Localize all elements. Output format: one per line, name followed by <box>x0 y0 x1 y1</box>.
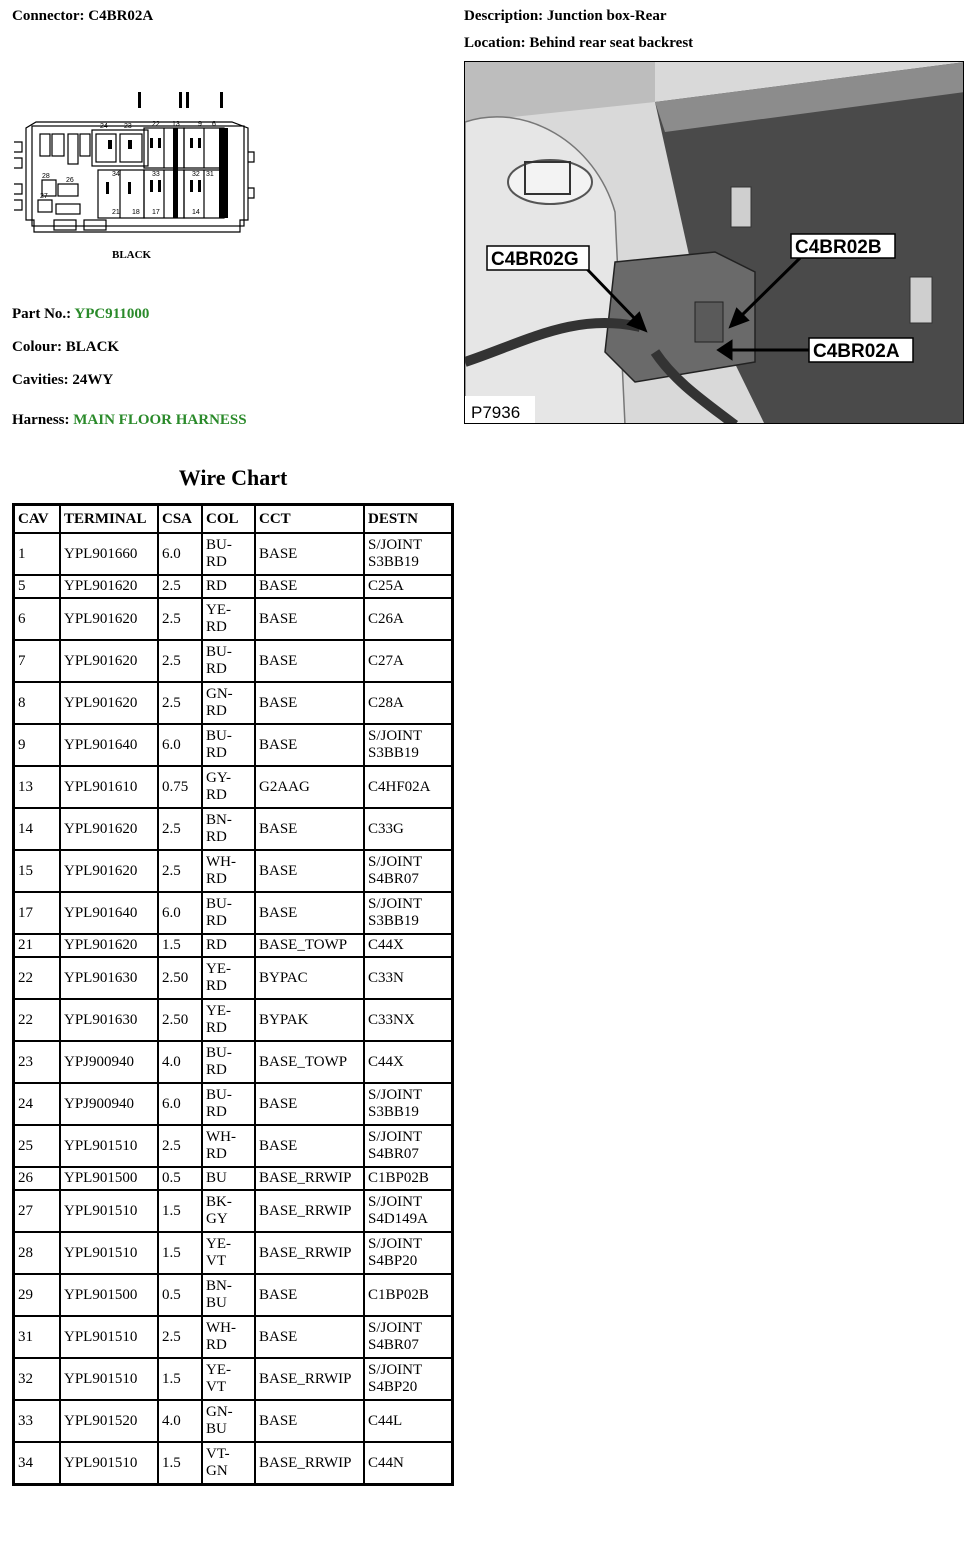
table-row <box>14 850 452 892</box>
cell-destn: S/JOINT S4BP20 <box>364 1358 452 1400</box>
cell-csa: 4.0 <box>158 1400 202 1442</box>
cell-cav: 24 <box>14 1083 60 1125</box>
callout-c4br02g: C4BR02G <box>491 249 579 270</box>
cell-cav: 31 <box>14 1316 60 1358</box>
cell-terminal: YPL901620 <box>60 575 158 598</box>
table-row <box>14 575 452 598</box>
cell-cav: 22 <box>14 999 60 1041</box>
cell-destn: S/JOINT S3BB19 <box>364 724 452 766</box>
table-row <box>14 1041 452 1083</box>
cell-csa: 6.0 <box>158 892 202 934</box>
header-csa: CSA <box>158 505 202 533</box>
cell-destn: S/JOINT S4BR07 <box>364 1316 452 1358</box>
cell-terminal: YPL901640 <box>60 724 158 766</box>
svg-text:31: 31 <box>206 171 214 178</box>
table-row <box>14 533 452 575</box>
cell-csa: 2.50 <box>158 999 202 1041</box>
colour-value: BLACK <box>65 339 120 355</box>
cell-destn: S/JOINT S4BR07 <box>364 850 452 892</box>
table-row <box>14 766 452 808</box>
cell-cct: BASE <box>255 533 364 575</box>
cell-terminal: YPL901620 <box>60 640 158 682</box>
cell-destn: C44L <box>364 1400 452 1442</box>
cell-cav: 29 <box>14 1274 60 1316</box>
cell-destn: C27A <box>364 640 452 682</box>
cell-destn: S/JOINT S4BP20 <box>364 1232 452 1274</box>
svg-text:13: 13 <box>172 121 180 128</box>
cell-col: YE- RD <box>202 999 255 1041</box>
cell-destn: C44X <box>364 934 452 957</box>
cell-destn: C1BP02B <box>364 1274 452 1316</box>
cell-cav: 22 <box>14 957 60 999</box>
part-no-link[interactable]: YPC911000 <box>74 306 150 322</box>
table-row <box>14 1358 452 1400</box>
cell-cav: 15 <box>14 850 60 892</box>
cell-csa: 2.50 <box>158 957 202 999</box>
cell-destn: C33G <box>364 808 452 850</box>
table-row <box>14 1232 452 1274</box>
cell-col: BK- GY <box>202 1190 255 1232</box>
cell-destn: C44X <box>364 1041 452 1083</box>
cell-terminal: YPL901510 <box>60 1232 158 1274</box>
cell-terminal: YPL901620 <box>60 598 158 640</box>
cell-cct: BASE_RRWIP <box>255 1167 364 1190</box>
table-row <box>14 1316 452 1358</box>
part-no-label: Part No.: <box>12 306 72 322</box>
table-row <box>14 999 452 1041</box>
cell-cct: BASE <box>255 1400 364 1442</box>
cell-cct: BASE <box>255 850 364 892</box>
cell-cct: BASE <box>255 1125 364 1167</box>
cell-destn: C33N <box>364 957 452 999</box>
table-row <box>14 1125 452 1167</box>
cell-col: YE- VT <box>202 1232 255 1274</box>
cell-col: GY- RD <box>202 766 255 808</box>
cell-destn: S/JOINT S3BB19 <box>364 892 452 934</box>
cell-csa: 4.0 <box>158 1041 202 1083</box>
cell-csa: 2.5 <box>158 1316 202 1358</box>
cell-col: GN- BU <box>202 1400 255 1442</box>
svg-text:26: 26 <box>66 177 74 184</box>
svg-text:17: 17 <box>152 209 160 216</box>
svg-text:6: 6 <box>212 121 216 128</box>
description-value: Junction box-Rear <box>546 8 667 24</box>
table-header-row <box>14 505 452 533</box>
header-cct: CCT <box>255 505 364 533</box>
cell-cct: BASE_RRWIP <box>255 1358 364 1400</box>
svg-text:21: 21 <box>112 209 120 216</box>
cell-col: BN- BU <box>202 1274 255 1316</box>
cell-cav: 26 <box>14 1167 60 1190</box>
colour-field <box>12 339 119 356</box>
harness-label: Harness: <box>12 412 70 428</box>
description-field <box>464 8 667 25</box>
figure-id: P7936 <box>471 403 521 422</box>
cell-csa: 2.5 <box>158 598 202 640</box>
cell-destn: S/JOINT S3BB19 <box>364 1083 452 1125</box>
svg-text:32: 32 <box>192 171 200 178</box>
cell-terminal: YPL901640 <box>60 892 158 934</box>
cell-csa: 2.5 <box>158 575 202 598</box>
cell-csa: 1.5 <box>158 1358 202 1400</box>
svg-text:27: 27 <box>40 193 48 200</box>
cell-cav: 9 <box>14 724 60 766</box>
cell-csa: 2.5 <box>158 640 202 682</box>
svg-text:33: 33 <box>152 171 160 178</box>
svg-text:22: 22 <box>152 121 160 128</box>
cell-destn: C4HF02A <box>364 766 452 808</box>
svg-text:9: 9 <box>198 121 202 128</box>
connector-label: Connector: <box>12 8 85 24</box>
callout-c4br02a: C4BR02A <box>813 341 900 362</box>
cell-cav: 32 <box>14 1358 60 1400</box>
svg-text:23: 23 <box>124 123 132 130</box>
cell-csa: 0.75 <box>158 766 202 808</box>
cell-csa: 2.5 <box>158 850 202 892</box>
cell-cav: 28 <box>14 1232 60 1274</box>
cell-cav: 13 <box>14 766 60 808</box>
cell-cav: 6 <box>14 598 60 640</box>
cell-terminal: YPL901510 <box>60 1358 158 1400</box>
table-row <box>14 808 452 850</box>
cell-cct: BASE <box>255 892 364 934</box>
cell-cct: BASE_RRWIP <box>255 1190 364 1232</box>
cell-col: RD <box>202 575 255 598</box>
cell-cav: 17 <box>14 892 60 934</box>
cell-cav: 14 <box>14 808 60 850</box>
cell-col: GN- RD <box>202 682 255 724</box>
cell-destn: S/JOINT S3BB19 <box>364 533 452 575</box>
cell-csa: 2.5 <box>158 808 202 850</box>
cell-cct: BASE <box>255 682 364 724</box>
cell-cct: BASE_RRWIP <box>255 1442 364 1484</box>
cell-csa: 0.5 <box>158 1167 202 1190</box>
location-label: Location: <box>464 35 526 51</box>
svg-text:14: 14 <box>192 209 200 216</box>
cell-terminal: YPL901500 <box>60 1274 158 1316</box>
cell-terminal: YPL901620 <box>60 808 158 850</box>
cell-terminal: YPL901510 <box>60 1442 158 1484</box>
cell-terminal: YPL901620 <box>60 850 158 892</box>
description-label: Description: <box>464 8 544 24</box>
header-cav: CAV <box>14 505 60 533</box>
cell-cct: BYPAK <box>255 999 364 1041</box>
cell-csa: 1.5 <box>158 1190 202 1232</box>
cell-terminal: YPJ900940 <box>60 1041 158 1083</box>
callout-c4br02b: C4BR02B <box>795 237 882 258</box>
cell-cav: 1 <box>14 533 60 575</box>
cell-col: BU- RD <box>202 533 255 575</box>
cell-col: BU- RD <box>202 1041 255 1083</box>
table-row <box>14 1190 452 1232</box>
location-field <box>464 35 693 52</box>
header-terminal: TERMINAL <box>60 505 158 533</box>
cell-cav: 8 <box>14 682 60 724</box>
cell-cct: BASE <box>255 640 364 682</box>
cell-destn: C28A <box>364 682 452 724</box>
cell-terminal: YPL901620 <box>60 682 158 724</box>
cell-terminal: YPL901630 <box>60 957 158 999</box>
table-row <box>14 682 452 724</box>
cell-col: BU- RD <box>202 724 255 766</box>
table-row <box>14 934 452 957</box>
cell-destn: C1BP02B <box>364 1167 452 1190</box>
cell-csa: 1.5 <box>158 1442 202 1484</box>
cell-cct: BASE <box>255 808 364 850</box>
cell-col: WH- RD <box>202 1125 255 1167</box>
cell-col: VT- GN <box>202 1442 255 1484</box>
cell-terminal: YPL901510 <box>60 1125 158 1167</box>
cell-col: BU- RD <box>202 1083 255 1125</box>
cell-csa: 2.5 <box>158 1125 202 1167</box>
harness-link[interactable]: MAIN FLOOR HARNESS <box>73 412 247 428</box>
cell-csa: 6.0 <box>158 533 202 575</box>
connector-field <box>12 8 153 25</box>
cell-csa: 6.0 <box>158 1083 202 1125</box>
cavities-value: 24WY <box>72 372 114 388</box>
table-row <box>14 1083 452 1125</box>
header-destn: DESTN <box>364 505 452 533</box>
cell-terminal: YPL901610 <box>60 766 158 808</box>
cell-destn: C44N <box>364 1442 452 1484</box>
colour-label: Colour: <box>12 339 62 355</box>
harness-field <box>12 412 247 429</box>
cell-col: BU- RD <box>202 892 255 934</box>
cell-col: BN- RD <box>202 808 255 850</box>
svg-text:34: 34 <box>112 171 120 178</box>
cavities-field <box>12 372 113 389</box>
cell-cct: BASE <box>255 575 364 598</box>
location-value: Behind rear seat backrest <box>529 35 694 51</box>
cell-terminal: YPL901620 <box>60 934 158 957</box>
cell-cct: BASE <box>255 1316 364 1358</box>
cell-cav: 7 <box>14 640 60 682</box>
cell-destn: S/JOINT S4D149A <box>364 1190 452 1232</box>
table-row <box>14 1442 452 1484</box>
table-row <box>14 598 452 640</box>
cell-cct: BASE_TOWP <box>255 934 364 957</box>
cell-col: WH- RD <box>202 850 255 892</box>
table-row <box>14 640 452 682</box>
cell-col: YE- RD <box>202 957 255 999</box>
cell-col: BU- RD <box>202 640 255 682</box>
connector-value: C4BR02A <box>88 8 154 24</box>
cell-csa: 2.5 <box>158 682 202 724</box>
cell-destn: C33NX <box>364 999 452 1041</box>
cell-cct: BASE <box>255 598 364 640</box>
location-photo <box>464 61 964 424</box>
cell-cct: G2AAG <box>255 766 364 808</box>
table-row <box>14 957 452 999</box>
cell-cct: BASE_RRWIP <box>255 1232 364 1274</box>
cell-terminal: YPL901510 <box>60 1190 158 1232</box>
cell-col: YE- VT <box>202 1358 255 1400</box>
cell-cct: BYPAC <box>255 957 364 999</box>
wire-chart-title: Wire Chart <box>178 465 288 490</box>
table-row <box>14 1274 452 1316</box>
cavities-label: Cavities: <box>12 372 69 388</box>
cell-cct: BASE_TOWP <box>255 1041 364 1083</box>
svg-text:24: 24 <box>100 123 108 130</box>
cell-terminal: YPL901630 <box>60 999 158 1041</box>
svg-text:18: 18 <box>132 209 140 216</box>
cell-csa: 1.5 <box>158 1232 202 1274</box>
table-row <box>14 1400 452 1442</box>
cell-cav: 27 <box>14 1190 60 1232</box>
cell-col: RD <box>202 934 255 957</box>
cell-cav: 21 <box>14 934 60 957</box>
header-col: COL <box>202 505 255 533</box>
svg-text:28: 28 <box>42 173 50 180</box>
cell-col: WH- RD <box>202 1316 255 1358</box>
cell-destn: C25A <box>364 575 452 598</box>
table-row <box>14 1167 452 1190</box>
cell-cct: BASE <box>255 1274 364 1316</box>
table-row <box>14 892 452 934</box>
cell-cct: BASE <box>255 724 364 766</box>
wire-chart-table <box>12 503 454 1486</box>
cell-csa: 1.5 <box>158 934 202 957</box>
cell-terminal: YPL901510 <box>60 1316 158 1358</box>
cell-cav: 34 <box>14 1442 60 1484</box>
connector-face-diagram <box>12 92 256 262</box>
wire-chart-body <box>14 533 452 1484</box>
cell-cav: 33 <box>14 1400 60 1442</box>
cell-destn: S/JOINT S4BR07 <box>364 1125 452 1167</box>
cell-cct: BASE <box>255 1083 364 1125</box>
cell-col: BU <box>202 1167 255 1190</box>
cell-terminal: YPL901500 <box>60 1167 158 1190</box>
cell-terminal: YPL901660 <box>60 533 158 575</box>
cell-col: YE- RD <box>202 598 255 640</box>
cell-destn: C26A <box>364 598 452 640</box>
cell-cav: 23 <box>14 1041 60 1083</box>
cell-terminal: YPJ900940 <box>60 1083 158 1125</box>
cell-csa: 0.5 <box>158 1274 202 1316</box>
diagram-colour-caption: BLACK <box>112 249 152 261</box>
table-row <box>14 724 452 766</box>
cell-terminal: YPL901520 <box>60 1400 158 1442</box>
cell-cav: 25 <box>14 1125 60 1167</box>
cell-csa: 6.0 <box>158 724 202 766</box>
part-no-field <box>12 306 149 323</box>
cell-cav: 5 <box>14 575 60 598</box>
